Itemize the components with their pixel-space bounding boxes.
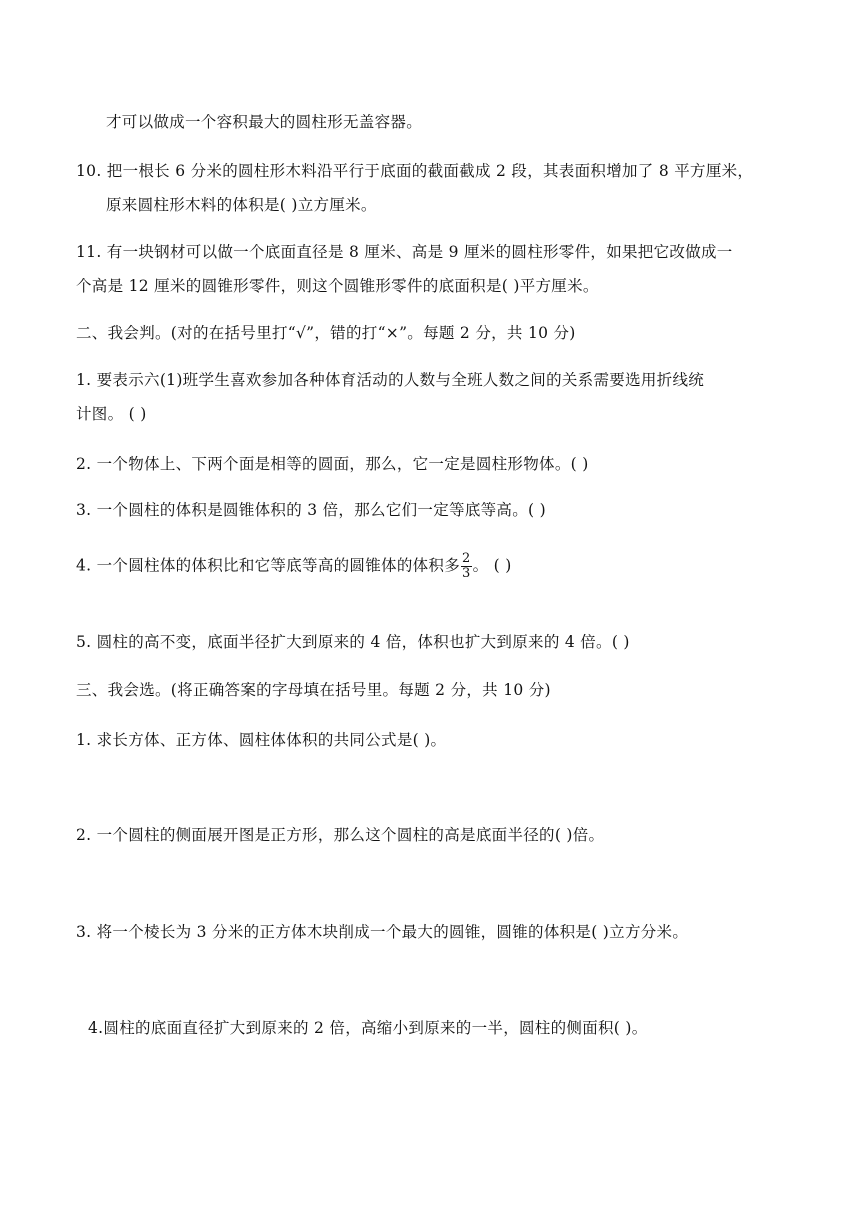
fraction-denominator: 3 <box>462 566 471 581</box>
choose-question-4: 4.圆柱的底面直径扩大到原来的 2 倍，高缩小到原来的一半，圆柱的侧面积( )。 <box>88 1019 648 1037</box>
judge-question-4 <box>76 552 512 581</box>
judge-question-1: 1. 要表示六(1)班学生喜欢参加各种体育活动的人数与全班人数之间的关系需要选用折线统 <box>76 371 705 389</box>
choose-question-1: 1. 求长方体、正方体、圆柱体体积的共同公式是( )。 <box>76 731 447 749</box>
question-11-cont: 个高是 12 厘米的圆锥形零件，则这个圆锥形零件的底面积是( )平方厘米。 <box>76 277 599 295</box>
section-heading-choose: 三、我会选。(将正确答案的字母填在括号里。每题 2 分，共 10 分) <box>76 681 551 699</box>
question-11: 11. 有一块钢材可以做一个底面直径是 8 厘米、高是 9 厘米的圆柱形零件，如果把它改做成一 <box>76 243 733 261</box>
question-10: 10. 把一根长 6 分米的圆柱形木料沿平行于底面的截面截成 2 段，其表面积增加了 8 平方厘米， <box>76 162 754 180</box>
fraction-numerator: 2 <box>462 551 471 566</box>
judge-question-3: 3. 一个圆柱的体积是圆锥体积的 3 倍，那么它们一定等底等高。( ) <box>76 501 546 519</box>
choose-question-3: 3. 将一个棱长为 3 分米的正方体木块削成一个最大的圆锥，圆锥的体积是( )立方分米。 <box>76 923 689 941</box>
choose-question-2: 2. 一个圆柱的侧面展开图是正方形，那么这个圆柱的高是底面半径的( )倍。 <box>76 826 605 844</box>
section-heading-judge: 二、我会判。(对的在括号里打“√”，错的打“×”。每题 2 分，共 10 分) <box>76 324 576 342</box>
question-10-cont: 原来圆柱形木料的体积是( )立方厘米。 <box>106 196 377 214</box>
judge-question-1-cont: 计图。 ( ) <box>76 405 147 423</box>
judge-question-2: 2. 一个物体上、下两个面是相等的圆面，那么，它一定是圆柱形物体。( ) <box>76 455 589 473</box>
text-line: 才可以做成一个容积最大的圆柱形无盖容器。 <box>106 113 423 131</box>
judge-question-4-tail: 。 ( ) <box>472 556 512 575</box>
fraction-two-thirds <box>461 552 472 581</box>
judge-question-5: 5. 圆柱的高不变，底面半径扩大到原来的 4 倍，体积也扩大到原来的 4 倍。( ) <box>76 633 630 651</box>
judge-question-4-text: 4. 一个圆柱体的体积比和它等底等高的圆锥体的体积多 <box>76 556 461 575</box>
